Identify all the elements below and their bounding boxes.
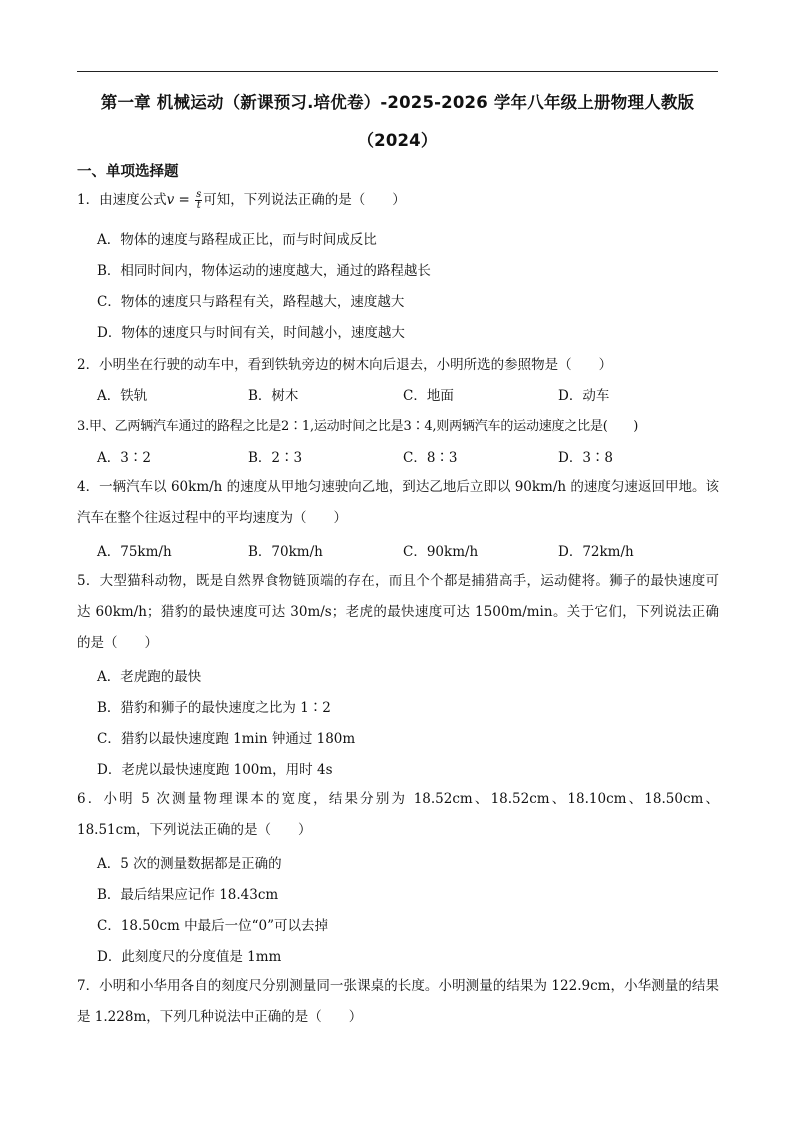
- question-5-stem: 5．大型猫科动物，既是自然界食物链顶端的存在，而且个个都是捕猎高手，运动健将。狮子的最快速度可达 60km/h；猎豹的最快速度可达 30m/s；老虎的最快速度可达 1500m/min。关于它们，下列说法正确的是（ ）: [77, 573, 719, 651]
- question-3-option-d: D．3∶8: [558, 450, 614, 466]
- question-2-option-b: B．树木: [248, 388, 299, 404]
- question-1-prefix: 1．由速度公式: [77, 192, 167, 208]
- question-6-stem: 6．小明 5 次测量物理课本的宽度，结果分别为 18.52cm、18.52cm、18.10cm、18.50cm、18.51cm，下列说法正确的是（ ）: [77, 791, 719, 838]
- question-1-stem: [77, 188, 406, 211]
- question-3-option-a: A．3∶2: [97, 450, 151, 466]
- question-5-option-d: D．老虎以最快速度跑 100m，用时 4s: [97, 762, 333, 778]
- question-1-option-a: A．物体的速度与路程成正比，而与时间成反比: [97, 232, 377, 248]
- question-4-stem: 4．一辆汽车以 60km/h 的速度从甲地匀速驶向乙地，到达乙地后立即以 90km/h 的速度匀速返回甲地。该汽车在整个往返过程中的平均速度为（ ）: [77, 479, 719, 526]
- question-4-option-b: B．70km/h: [248, 544, 323, 560]
- question-6-option-b: B．最后结果应记作 18.43cm: [97, 887, 279, 903]
- formula-denominator: t: [196, 200, 201, 211]
- question-5-option-c: C．猎豹以最快速度跑 1min 钟通过 180m: [97, 731, 356, 747]
- question-7-stem: 7．小明和小华用各自的刻度尺分别测量同一张课桌的长度。小明测量的结果为 122.9cm，小华测量的结果是 1.228m，下列几种说法中正确的是（ ）: [77, 978, 719, 1025]
- formula-numerator: s: [196, 189, 202, 200]
- question-6-option-c: C．18.50cm 中最后一位“0”可以去掉: [97, 918, 329, 934]
- question-3-stem: 3.甲、乙两辆汽车通过的路程之比是2∶1,运动时间之比是3∶4,则两辆汽车的运动速度之比是( ): [77, 419, 639, 434]
- question-1-option-b: B．相同时间内，物体运动的速度越大，通过的路程越长: [97, 263, 431, 279]
- formula-eq: =: [174, 192, 195, 208]
- question-4-option-a: A．75km/h: [97, 544, 172, 560]
- question-4-option-c: C．90km/h: [403, 544, 479, 560]
- question-6-option-d: D．此刻度尺的分度值是 1mm: [97, 949, 282, 965]
- question-6-option-a: A．5 次的测量数据都是正确的: [97, 856, 282, 872]
- question-2-option-a: A．铁轨: [97, 388, 148, 404]
- question-2-option-d: D．动车: [558, 388, 610, 404]
- question-1-option-c: C．物体的速度只与路程有关，路程越大，速度越大: [97, 294, 405, 310]
- section-title: 一、单项选择题: [77, 164, 179, 180]
- question-4-option-d: D．72km/h: [558, 544, 634, 560]
- question-1-option-d: D．物体的速度只与时间有关，时间越小，速度越大: [97, 325, 405, 341]
- question-2-stem: 2．小明坐在行驶的动车中，看到铁轨旁边的树木向后退去，小明所选的参照物是（ ）: [77, 357, 613, 373]
- question-5-option-b: B．猎豹和狮子的最快速度之比为 1∶2: [97, 700, 331, 716]
- page-title: 第一章 机械运动（新课预习.培优卷）-2025-2026 学年八年级上册物理人教版（2024）: [100, 93, 695, 150]
- question-1-suffix: 可知，下列说法正确的是（ ）: [203, 192, 406, 208]
- formula-fraction: [195, 190, 202, 211]
- question-3-option-b: B．2∶3: [248, 450, 303, 466]
- formula-lhs: v: [166, 192, 175, 208]
- question-2-option-c: C．地面: [403, 388, 454, 404]
- question-3-option-c: C．8∶3: [403, 450, 458, 466]
- question-5-option-a: A．老虎跑的最快: [97, 669, 202, 685]
- header-rule: [77, 71, 718, 72]
